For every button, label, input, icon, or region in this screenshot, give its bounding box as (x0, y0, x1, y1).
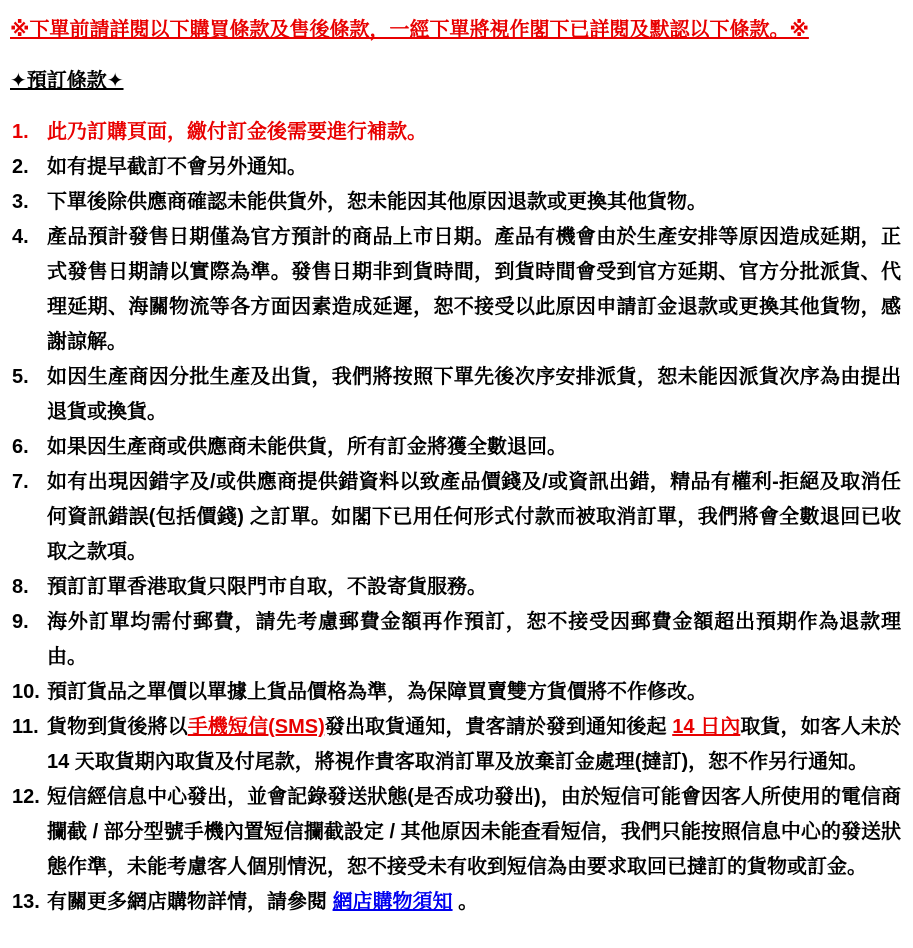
term-item-6 (10, 430, 901, 465)
term-item-5 (10, 360, 901, 430)
term-number: 1. (12, 121, 29, 143)
term-segment: 貨物到貨後將以 (47, 716, 188, 738)
term-number: 11. (12, 716, 39, 738)
term-segment: 如有出現因錯字及/或供應商提供錯資料以致產品價錢及/或資訊出錯，精品有權利-拒絕及取消任何資訊錯誤(包括價錢) 之訂單。如閣下已用任何形式付款而被取消訂單，我們將會全數退回已收取之款項。 (47, 471, 901, 563)
term-number: 13. (12, 891, 40, 913)
term-item-9 (10, 605, 901, 675)
term-item-1 (10, 115, 901, 150)
term-item-7 (10, 465, 901, 570)
term-segment: 此乃訂購頁面，繳付訂金後需要進行補款。 (47, 121, 427, 143)
term-text (47, 885, 901, 920)
term-item-10 (10, 675, 901, 710)
term-segment: 下單後除供應商確認未能供貨外，恕未能因其他原因退款或更換其他貨物。 (47, 191, 707, 213)
term-segment: 短信經信息中心發出，並會記錄發送狀態(是否成功發出)，由於短信可能會因客人所使用的電信商攔截 / 部分型號手機內置短信攔截設定 / 其他原因未能查看短信，我們只能按照信息中心的發送狀態作準，未能考慮客人個別情況，恕不接受未有收到短信為由要求取回已撻訂的貨物或訂金。 (47, 786, 901, 878)
term-number: 9. (12, 611, 29, 633)
page-title: ※下單前請詳閱以下購買條款及售後條款，一經下單將視作閣下已詳閱及默認以下條款。※ (10, 19, 809, 41)
term-segment: 如果因生產商或供應商未能供貨，所有訂金將獲全數退回。 (47, 436, 567, 458)
term-segment: 如因生產商因分批生產及出貨，我們將按照下單先後次序安排派貨，恕未能因派貨次序為由提出退貨或換貨。 (47, 366, 901, 423)
highlighted-term-segment: 14 日內 (672, 716, 741, 738)
terms-list (10, 115, 901, 920)
term-segment: 如有提早截訂不會另外通知。 (47, 156, 307, 178)
term-item-8 (10, 570, 901, 605)
term-item-4 (10, 220, 901, 360)
term-text (47, 220, 901, 360)
term-segment: 有關更多網店購物詳情，請參閱 (47, 891, 333, 913)
term-text (47, 150, 901, 185)
term-segment: 發出取貨通知，貴客請於發到通知後起 (324, 716, 673, 738)
term-segment: 海外訂單均需付郵費，請先考慮郵費金額再作預訂，恕不接受因郵費金額超出預期作為退款理由。 (47, 611, 901, 668)
term-segment: 產品預計發售日期僅為官方預計的商品上市日期。產品有機會由於生產安排等原因造成延期，正式發售日期請以實際為準。發售日期非到貨時間，到貨時間會受到官方延期、官方分批派貨、代理延期、海關物流等各方面因素造成延遲，恕不接受以此原因申請訂金退款或更換其他貨物，感謝諒解。 (47, 226, 901, 353)
term-text (47, 360, 901, 430)
term-number: 8. (12, 576, 29, 598)
term-number: 4. (12, 226, 29, 248)
term-number: 12. (12, 786, 40, 808)
term-segment: 預訂貨品之單價以單據上貨品價格為準，為保障買賣雙方貨價將不作修改。 (47, 681, 707, 703)
term-text (47, 185, 901, 220)
term-text (47, 570, 901, 605)
term-item-11 (10, 710, 901, 780)
shop-guide-link[interactable]: 網店購物須知 (332, 891, 453, 913)
term-text (47, 430, 901, 465)
term-number: 6. (12, 436, 29, 458)
term-segment: 。 (452, 891, 479, 913)
term-item-13 (10, 885, 901, 920)
term-item-3 (10, 185, 901, 220)
term-text (47, 710, 901, 780)
term-number: 5. (12, 366, 29, 388)
term-number: 2. (12, 156, 29, 178)
term-segment: 取貨，如客人未於 14 天取貨期內取貨及付尾款，將視作貴客取消訂單及放棄訂金處理(撻訂)，恕不作另行通知。 (47, 716, 902, 773)
term-number: 3. (12, 191, 29, 213)
highlighted-term-segment: 手機短信(SMS) (187, 716, 325, 738)
term-number: 10. (12, 681, 40, 703)
term-text (47, 465, 901, 570)
term-text (47, 780, 901, 885)
term-segment: 預訂訂單香港取貨只限門市自取，不設寄貨服務。 (47, 576, 487, 598)
term-number: 7. (12, 471, 29, 493)
section-header-preorder-terms: ✦預訂條款✦ (10, 70, 124, 92)
term-text (47, 115, 901, 150)
term-item-2 (10, 150, 901, 185)
term-item-12 (10, 780, 901, 885)
term-text (47, 675, 901, 710)
term-text (47, 605, 901, 675)
